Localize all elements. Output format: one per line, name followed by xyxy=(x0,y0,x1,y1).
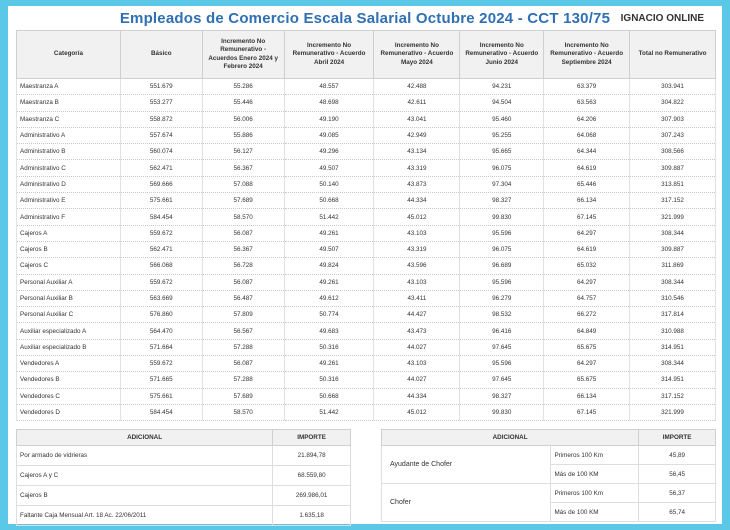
value-cell: 65.675 xyxy=(544,339,630,355)
table-row xyxy=(17,176,716,192)
value-cell: 56.006 xyxy=(202,111,284,127)
table-row xyxy=(17,388,716,404)
value-cell: 98.327 xyxy=(460,193,544,209)
category-cell: Administrativo D xyxy=(17,176,121,192)
value-cell: 558.872 xyxy=(120,111,202,127)
value-cell: 56.728 xyxy=(202,258,284,274)
category-cell: Vendedores C xyxy=(17,388,121,404)
value-cell: 97.304 xyxy=(460,176,544,192)
adicional-table-1-body xyxy=(17,446,351,526)
value-cell: 95.596 xyxy=(460,225,544,241)
column-header: ADICIONAL xyxy=(382,430,639,446)
importe-cell: 1.635,18 xyxy=(273,506,351,526)
table-row xyxy=(17,241,716,257)
value-cell: 64.344 xyxy=(544,144,630,160)
value-cell: 96.689 xyxy=(460,258,544,274)
value-cell: 57.288 xyxy=(202,339,284,355)
importe-cell: 56,37 xyxy=(639,484,716,503)
value-cell: 317.814 xyxy=(630,307,716,323)
category-cell: Auxiliar especializado B xyxy=(17,339,121,355)
value-cell: 96.279 xyxy=(460,290,544,306)
category-cell: Administrativo A xyxy=(17,127,121,143)
value-cell: 56.087 xyxy=(202,274,284,290)
value-cell: 95.255 xyxy=(460,127,544,143)
value-cell: 49.507 xyxy=(284,160,374,176)
table-row xyxy=(17,111,716,127)
value-cell: 64.619 xyxy=(544,160,630,176)
value-cell: 57.689 xyxy=(202,388,284,404)
table-row xyxy=(17,160,716,176)
value-cell: 95.596 xyxy=(460,274,544,290)
value-cell: 56.567 xyxy=(202,323,284,339)
value-cell: 49.085 xyxy=(284,127,374,143)
table-row xyxy=(17,307,716,323)
table-row xyxy=(17,506,351,526)
adicional-table-1 xyxy=(16,429,351,526)
value-cell: 43.103 xyxy=(374,274,460,290)
value-cell: 58.570 xyxy=(202,404,284,420)
value-cell: 49.824 xyxy=(284,258,374,274)
category-cell: Administrativo B xyxy=(17,144,121,160)
adicional-table-2 xyxy=(381,429,716,522)
value-cell: 43.041 xyxy=(374,111,460,127)
value-cell: 43.319 xyxy=(374,241,460,257)
category-cell: Auxiliar especializado A xyxy=(17,323,121,339)
value-cell: 64.206 xyxy=(544,111,630,127)
value-cell: 321.999 xyxy=(630,404,716,420)
value-cell: 57.288 xyxy=(202,372,284,388)
column-header: IMPORTE xyxy=(639,430,716,446)
table-row xyxy=(17,339,716,355)
value-cell: 66.134 xyxy=(544,193,630,209)
column-header: Incremento No Remunerativo - Acuerdos Enero 2024 y Febrero 2024 xyxy=(202,31,284,79)
value-cell: 65.675 xyxy=(544,372,630,388)
salary-table-body xyxy=(17,79,716,421)
value-cell: 307.243 xyxy=(630,127,716,143)
column-header: Incremento No Remunerativo - Acuerdo Mayo 2024 xyxy=(374,31,460,79)
table-row xyxy=(17,404,716,420)
value-cell: 42.949 xyxy=(374,127,460,143)
column-header: ADICIONAL xyxy=(17,430,273,446)
value-cell: 65.032 xyxy=(544,258,630,274)
value-cell: 43.103 xyxy=(374,225,460,241)
value-cell: 97.645 xyxy=(460,372,544,388)
value-cell: 57.088 xyxy=(202,176,284,192)
value-cell: 43.411 xyxy=(374,290,460,306)
value-cell: 66.272 xyxy=(544,307,630,323)
value-cell: 56.487 xyxy=(202,290,284,306)
value-cell: 51.442 xyxy=(284,209,374,225)
value-cell: 317.152 xyxy=(630,388,716,404)
value-cell: 43.596 xyxy=(374,258,460,274)
table-row xyxy=(382,446,716,465)
value-cell: 49.612 xyxy=(284,290,374,306)
value-cell: 43.319 xyxy=(374,160,460,176)
value-cell: 313.851 xyxy=(630,176,716,192)
distance-label: Más de 100 KM xyxy=(551,503,639,522)
value-cell: 96.075 xyxy=(460,160,544,176)
value-cell: 308.566 xyxy=(630,144,716,160)
table-row xyxy=(17,466,351,486)
value-cell: 95.596 xyxy=(460,356,544,372)
adicional-group-label: Chofer xyxy=(382,484,551,522)
value-cell: 56.087 xyxy=(202,225,284,241)
table-row xyxy=(17,225,716,241)
value-cell: 94.231 xyxy=(460,79,544,95)
table-row xyxy=(17,258,716,274)
value-cell: 308.344 xyxy=(630,356,716,372)
category-cell: Personal Auxiliar A xyxy=(17,274,121,290)
adicional-label: Cajeros B xyxy=(17,486,273,506)
value-cell: 44.027 xyxy=(374,339,460,355)
value-cell: 50.316 xyxy=(284,339,374,355)
table-row xyxy=(17,79,716,95)
value-cell: 308.344 xyxy=(630,274,716,290)
category-cell: Vendedores B xyxy=(17,372,121,388)
value-cell: 584.454 xyxy=(120,404,202,420)
category-cell: Vendedores A xyxy=(17,356,121,372)
importe-cell: 21.894,78 xyxy=(273,446,351,466)
value-cell: 50.668 xyxy=(284,193,374,209)
value-cell: 307.903 xyxy=(630,111,716,127)
value-cell: 575.661 xyxy=(120,193,202,209)
value-cell: 562.471 xyxy=(120,241,202,257)
value-cell: 49.261 xyxy=(284,225,374,241)
value-cell: 304.822 xyxy=(630,95,716,111)
value-cell: 43.473 xyxy=(374,323,460,339)
value-cell: 51.442 xyxy=(284,404,374,420)
value-cell: 309.887 xyxy=(630,241,716,257)
value-cell: 564.470 xyxy=(120,323,202,339)
category-cell: Vendedores D xyxy=(17,404,121,420)
value-cell: 553.277 xyxy=(120,95,202,111)
value-cell: 566.068 xyxy=(120,258,202,274)
category-cell: Maestranza C xyxy=(17,111,121,127)
value-cell: 44.427 xyxy=(374,307,460,323)
column-header: Básico xyxy=(120,31,202,79)
value-cell: 569.666 xyxy=(120,176,202,192)
column-header: IMPORTE xyxy=(273,430,351,446)
column-header: Incremento No Remunerativo - Acuerdo Septiembre 2024 xyxy=(544,31,630,79)
category-cell: Cajeros B xyxy=(17,241,121,257)
category-cell: Cajeros A xyxy=(17,225,121,241)
value-cell: 64.068 xyxy=(544,127,630,143)
value-cell: 44.027 xyxy=(374,372,460,388)
importe-cell: 45,89 xyxy=(639,446,716,465)
value-cell: 57.809 xyxy=(202,307,284,323)
value-cell: 66.134 xyxy=(544,388,630,404)
importe-cell: 65,74 xyxy=(639,503,716,522)
category-cell: Administrativo F xyxy=(17,209,121,225)
category-cell: Personal Auxiliar B xyxy=(17,290,121,306)
value-cell: 44.334 xyxy=(374,193,460,209)
value-cell: 317.152 xyxy=(630,193,716,209)
value-cell: 49.261 xyxy=(284,356,374,372)
value-cell: 63.379 xyxy=(544,79,630,95)
column-header: Categoría xyxy=(17,31,121,79)
table-row xyxy=(17,323,716,339)
salary-table-header-row xyxy=(17,31,716,79)
value-cell: 311.869 xyxy=(630,258,716,274)
value-cell: 42.488 xyxy=(374,79,460,95)
value-cell: 314.951 xyxy=(630,372,716,388)
column-header: Incremento No Remunerativo - Acuerdo Junio 2024 xyxy=(460,31,544,79)
value-cell: 56.367 xyxy=(202,241,284,257)
column-header: Total no Remunerativo xyxy=(630,31,716,79)
page-title: Empleados de Comercio Escala Salarial Octubre 2024 - CCT 130/75 xyxy=(119,10,611,27)
value-cell: 96.075 xyxy=(460,241,544,257)
value-cell: 55.886 xyxy=(202,127,284,143)
value-cell: 57.689 xyxy=(202,193,284,209)
value-cell: 557.674 xyxy=(120,127,202,143)
adicional-group-label: Ayudante de Chofer xyxy=(382,446,551,484)
value-cell: 67.145 xyxy=(544,404,630,420)
value-cell: 95.460 xyxy=(460,111,544,127)
value-cell: 98.327 xyxy=(460,388,544,404)
value-cell: 45.012 xyxy=(374,209,460,225)
distance-label: Más de 100 KM xyxy=(551,465,639,484)
category-cell: Administrativo C xyxy=(17,160,121,176)
distance-label: Primeros 100 Km xyxy=(551,484,639,503)
value-cell: 562.471 xyxy=(120,160,202,176)
value-cell: 48.698 xyxy=(284,95,374,111)
value-cell: 50.668 xyxy=(284,388,374,404)
value-cell: 560.074 xyxy=(120,144,202,160)
table-row xyxy=(382,484,716,503)
value-cell: 98.532 xyxy=(460,307,544,323)
value-cell: 56.127 xyxy=(202,144,284,160)
table-row xyxy=(17,193,716,209)
table-row xyxy=(17,290,716,306)
salary-table xyxy=(16,30,716,421)
adicional-label: Por armado de vidrieras xyxy=(17,446,273,466)
importe-cell: 269.986,01 xyxy=(273,486,351,506)
value-cell: 55.446 xyxy=(202,95,284,111)
brand-label: IGNACIO ONLINE xyxy=(620,13,704,24)
table-row xyxy=(17,95,716,111)
value-cell: 584.454 xyxy=(120,209,202,225)
value-cell: 310.988 xyxy=(630,323,716,339)
value-cell: 67.145 xyxy=(544,209,630,225)
value-cell: 43.134 xyxy=(374,144,460,160)
value-cell: 42.611 xyxy=(374,95,460,111)
value-cell: 65.446 xyxy=(544,176,630,192)
adicional-label: Cajeros A y C xyxy=(17,466,273,486)
category-cell: Administrativo E xyxy=(17,193,121,209)
value-cell: 55.286 xyxy=(202,79,284,95)
value-cell: 64.757 xyxy=(544,290,630,306)
value-cell: 64.297 xyxy=(544,356,630,372)
table-row xyxy=(17,486,351,506)
value-cell: 49.190 xyxy=(284,111,374,127)
value-cell: 49.261 xyxy=(284,274,374,290)
adicional-table-2-body xyxy=(382,446,716,522)
table-row xyxy=(17,446,351,466)
table-row xyxy=(17,127,716,143)
adicional-label: Faltante Caja Mensual Art. 18 Ac. 22/06/2011 xyxy=(17,506,273,526)
value-cell: 97.645 xyxy=(460,339,544,355)
category-cell: Personal Auxiliar C xyxy=(17,307,121,323)
importe-cell: 56,45 xyxy=(639,465,716,484)
value-cell: 64.849 xyxy=(544,323,630,339)
value-cell: 49.507 xyxy=(284,241,374,257)
value-cell: 48.557 xyxy=(284,79,374,95)
table-row xyxy=(17,209,716,225)
value-cell: 44.334 xyxy=(374,388,460,404)
category-cell: Maestranza B xyxy=(17,95,121,111)
salary-sheet xyxy=(8,6,722,524)
value-cell: 63.563 xyxy=(544,95,630,111)
table-row xyxy=(17,274,716,290)
value-cell: 559.672 xyxy=(120,225,202,241)
category-cell: Maestranza A xyxy=(17,79,121,95)
value-cell: 50.316 xyxy=(284,372,374,388)
value-cell: 321.999 xyxy=(630,209,716,225)
distance-label: Primeros 100 Km xyxy=(551,446,639,465)
value-cell: 56.367 xyxy=(202,160,284,176)
table-row xyxy=(17,144,716,160)
value-cell: 303.941 xyxy=(630,79,716,95)
value-cell: 571.665 xyxy=(120,372,202,388)
value-cell: 49.683 xyxy=(284,323,374,339)
value-cell: 49.296 xyxy=(284,144,374,160)
value-cell: 50.140 xyxy=(284,176,374,192)
value-cell: 64.297 xyxy=(544,225,630,241)
value-cell: 99.830 xyxy=(460,404,544,420)
value-cell: 308.344 xyxy=(630,225,716,241)
table-row xyxy=(17,372,716,388)
value-cell: 58.570 xyxy=(202,209,284,225)
column-header: Incremento No Remunerativo - Acuerdo Abril 2024 xyxy=(284,31,374,79)
value-cell: 575.661 xyxy=(120,388,202,404)
value-cell: 551.679 xyxy=(120,79,202,95)
value-cell: 43.873 xyxy=(374,176,460,192)
value-cell: 50.774 xyxy=(284,307,374,323)
category-cell: Cajeros C xyxy=(17,258,121,274)
value-cell: 309.887 xyxy=(630,160,716,176)
value-cell: 563.669 xyxy=(120,290,202,306)
value-cell: 94.504 xyxy=(460,95,544,111)
importe-cell: 68.559,80 xyxy=(273,466,351,486)
value-cell: 95.665 xyxy=(460,144,544,160)
value-cell: 99.830 xyxy=(460,209,544,225)
value-cell: 43.103 xyxy=(374,356,460,372)
value-cell: 45.012 xyxy=(374,404,460,420)
value-cell: 559.672 xyxy=(120,356,202,372)
value-cell: 314.951 xyxy=(630,339,716,355)
value-cell: 576.860 xyxy=(120,307,202,323)
value-cell: 64.297 xyxy=(544,274,630,290)
value-cell: 64.619 xyxy=(544,241,630,257)
value-cell: 559.672 xyxy=(120,274,202,290)
table-row xyxy=(17,356,716,372)
value-cell: 96.416 xyxy=(460,323,544,339)
value-cell: 310.546 xyxy=(630,290,716,306)
value-cell: 56.087 xyxy=(202,356,284,372)
value-cell: 571.664 xyxy=(120,339,202,355)
